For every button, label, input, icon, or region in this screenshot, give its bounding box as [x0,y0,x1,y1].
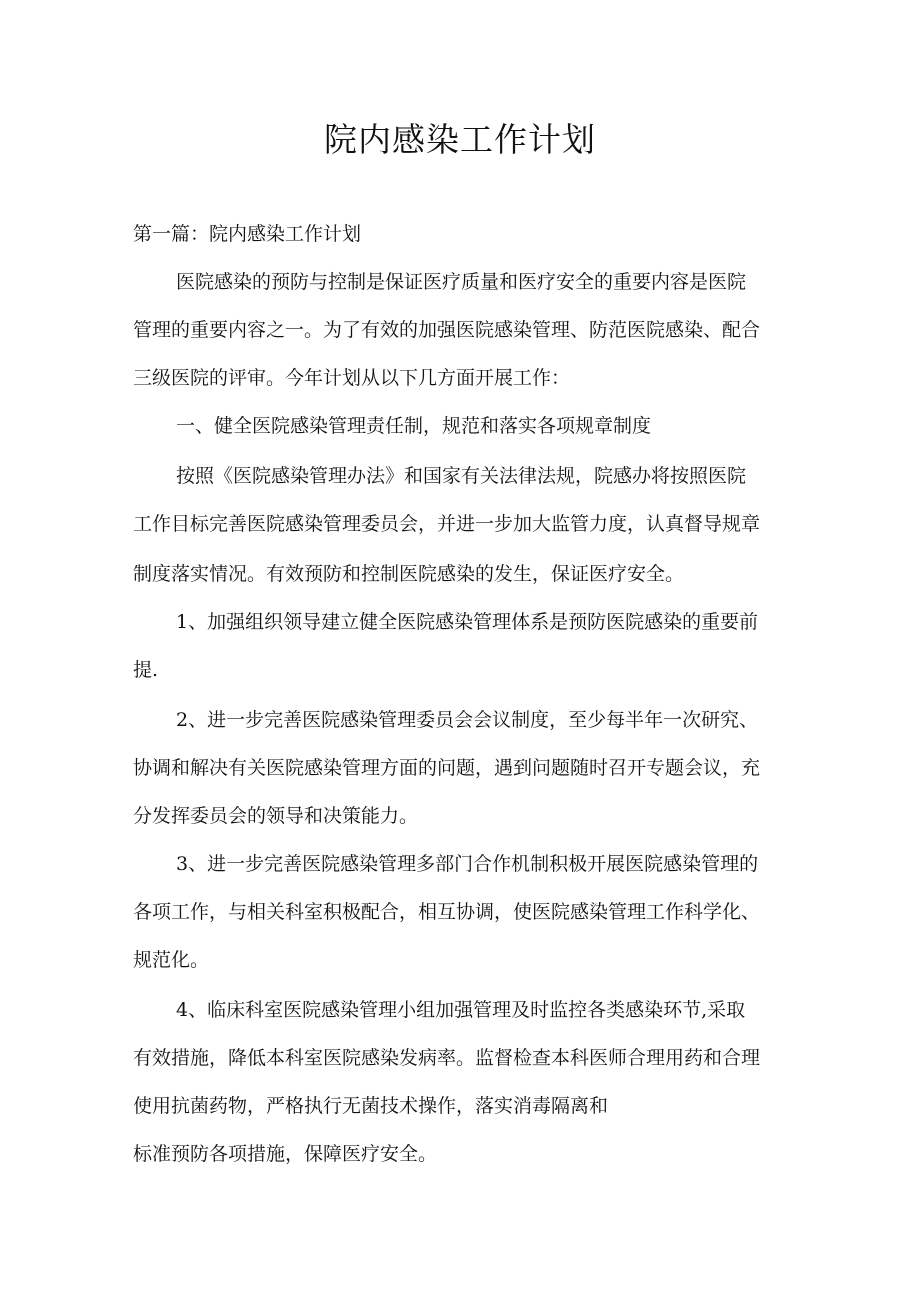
paragraph-line: 各项工作，与相关科室积极配合，相互协调，使医院感染管理工作科学化、 [133,901,761,923]
section-heading: 第一篇：院内感染工作计划 [133,223,362,245]
paragraph-line: 4、临床科室医院感染管理小组加强管理及时监控各类感染环节,采取 [176,999,746,1021]
paragraph-line: 2、进一步完善医院感染管理委员会会议制度，至少每半年一次研究、 [176,709,759,731]
paragraph-line: 一、健全医院感染管理责任制，规范和落实各项规章制度 [176,415,652,437]
paragraph-line: 3、进一步完善医院感染管理多部门合作机制积极开展医院感染管理的 [176,853,759,875]
paragraph-line: 1、加强组织领导建立健全医院感染管理体系是预防医院感染的重要前 [176,611,759,633]
paragraph-line: 制度落实情况。有效预防和控制医院感染的发生，保证医疗安全。 [133,563,685,585]
paragraph-line: 标准预防各项措施，保障医疗安全。 [133,1143,438,1165]
paragraph-line: 规范化。 [133,949,210,971]
paragraph-line: 分发挥委员会的领导和决策能力。 [133,805,419,827]
document-title: 院内感染工作计划 [324,120,596,159]
paragraph-line: 三级医院的评审。今年计划从以下几方面开展工作： [133,367,571,389]
paragraph-line: 有效措施，降低本科室医院感染发病率。监督检查本科医师合理用药和合理 [133,1047,761,1069]
paragraph-line: 按照《医院感染管理办法》和国家有关法律法规，院感办将按照医院 [176,465,747,487]
paragraph-line: 工作目标完善医院感染管理委员会，并进一步加大监管力度，认真督导规章 [133,513,761,535]
paragraph-line: 管理的重要内容之一。为了有效的加强医院感染管理、防范医院感染、配合 [133,319,761,341]
paragraph-line: 医院感染的预防与控制是保证医疗质量和医疗安全的重要内容是医院 [176,271,747,293]
paragraph-line: 协调和解决有关医院感染管理方面的问题，遇到问题随时召开专题会议，充 [133,757,761,779]
paragraph-line: 提. [133,659,159,681]
paragraph-line: 使用抗菌药物，严格执行无菌技术操作，落实消毒隔离和 [133,1095,609,1117]
